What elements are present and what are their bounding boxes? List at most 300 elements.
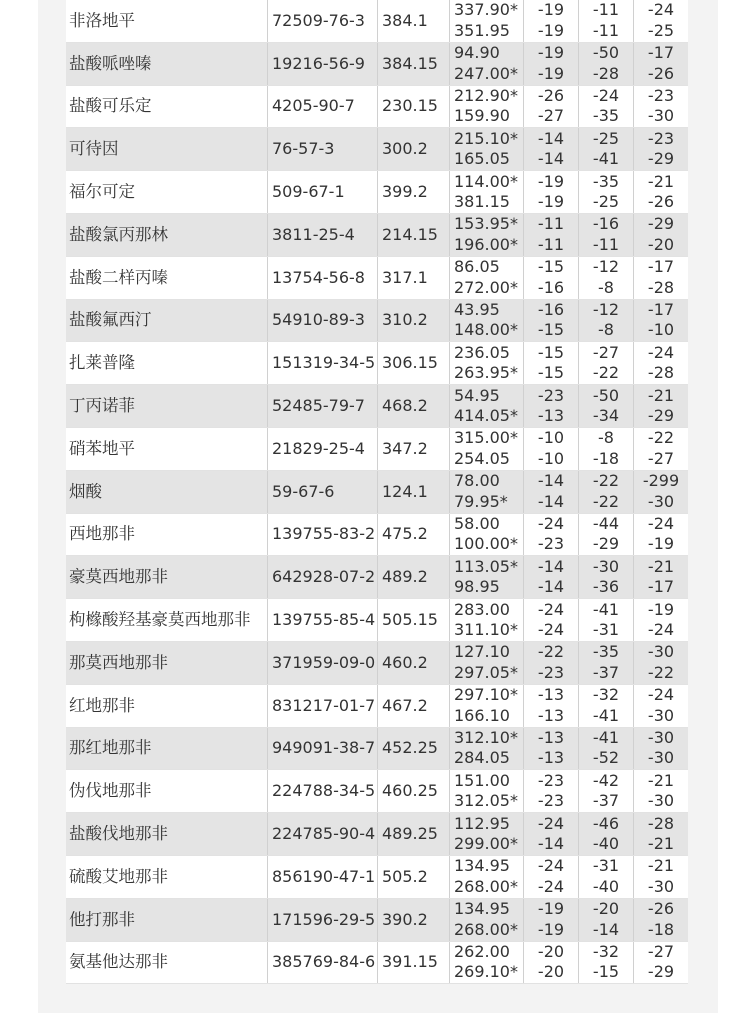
cas-number-cell: 139755-83-2 bbox=[268, 514, 378, 556]
ion-mz-cell bbox=[450, 385, 524, 427]
ion-mz-cell-value: 166.10 bbox=[454, 705, 510, 725]
param-c-cell-value: -28 bbox=[647, 277, 675, 297]
param-c-cell bbox=[634, 856, 688, 898]
cas-number-cell: 4205-90-7 bbox=[268, 86, 378, 128]
cas-number-cell: 371959-09-0 bbox=[268, 642, 378, 684]
param-a-cell-value: -16 bbox=[537, 299, 565, 319]
param-b-cell bbox=[579, 171, 634, 213]
param-b-cell-value: -15 bbox=[592, 962, 620, 982]
param-b-cell-value: -41 bbox=[592, 149, 620, 169]
param-a-cell-value: -10 bbox=[537, 448, 565, 468]
param-b-cell-value: -41 bbox=[592, 727, 620, 747]
param-c-cell-value: -22 bbox=[647, 428, 675, 448]
table-row bbox=[66, 514, 688, 557]
param-a-cell bbox=[524, 599, 579, 641]
table-row bbox=[66, 342, 688, 385]
param-c-cell bbox=[634, 899, 688, 941]
param-a-cell bbox=[524, 342, 579, 384]
param-a-cell bbox=[524, 899, 579, 941]
param-b-cell-value: -35 bbox=[592, 106, 620, 126]
ion-mz-cell-value: 134.95 bbox=[454, 899, 510, 919]
param-c-cell-value: -21 bbox=[647, 171, 675, 191]
param-c-cell-value: -25 bbox=[647, 20, 675, 40]
param-c-cell bbox=[634, 0, 688, 42]
ion-mz-cell-value: 315.00* bbox=[454, 428, 518, 448]
ion-mz-cell bbox=[450, 128, 524, 170]
ion-mz-cell-value: 312.10* bbox=[454, 727, 518, 747]
param-a-cell-value: -22 bbox=[537, 642, 565, 662]
param-a-cell-value: -19 bbox=[537, 919, 565, 939]
param-a-cell-value: -27 bbox=[537, 106, 565, 126]
param-b-cell bbox=[579, 342, 634, 384]
param-a-cell bbox=[524, 770, 579, 812]
cas-number-cell: 72509-76-3 bbox=[268, 0, 378, 42]
ion-mz-cell-value: 148.00* bbox=[454, 320, 518, 340]
cas-number-cell: 171596-29-5 bbox=[268, 899, 378, 941]
param-a-cell bbox=[524, 642, 579, 684]
param-a-cell-value: -11 bbox=[537, 234, 565, 254]
param-b-cell-value: -12 bbox=[592, 299, 620, 319]
compound-name-cell: 丁丙诺菲 bbox=[66, 385, 268, 427]
molecular-weight-cell: 317.1 bbox=[378, 257, 450, 299]
table-row bbox=[66, 856, 688, 899]
param-a-cell-value: -13 bbox=[537, 705, 565, 725]
param-b-cell bbox=[579, 942, 634, 984]
compound-name-cell: 硝苯地平 bbox=[66, 428, 268, 470]
table-row bbox=[66, 43, 688, 86]
param-c-cell-value: -29 bbox=[647, 406, 675, 426]
param-a-cell-value: -23 bbox=[537, 385, 565, 405]
param-a-cell-value: -24 bbox=[537, 620, 565, 640]
ion-mz-cell-value: 100.00* bbox=[454, 534, 518, 554]
param-b-cell-value: -29 bbox=[592, 534, 620, 554]
param-a-cell-value: -14 bbox=[537, 471, 565, 491]
param-b-cell bbox=[579, 300, 634, 342]
ion-mz-cell-value: 337.90* bbox=[454, 0, 518, 20]
table-row bbox=[66, 685, 688, 728]
table-row bbox=[66, 556, 688, 599]
param-c-cell-value: -24 bbox=[647, 620, 675, 640]
param-a-cell-value: -24 bbox=[537, 856, 565, 876]
param-c-cell-value: -26 bbox=[647, 63, 675, 83]
param-c-cell bbox=[634, 342, 688, 384]
param-c-cell-value: -30 bbox=[647, 876, 675, 896]
ion-mz-cell bbox=[450, 86, 524, 128]
param-a-cell-value: -14 bbox=[537, 149, 565, 169]
param-b-cell bbox=[579, 728, 634, 770]
ion-mz-cell-value: 134.95 bbox=[454, 856, 510, 876]
table-row bbox=[66, 770, 688, 813]
param-a-cell-value: -10 bbox=[537, 428, 565, 448]
molecular-weight-cell: 460.25 bbox=[378, 770, 450, 812]
param-b-cell bbox=[579, 128, 634, 170]
param-c-cell-value: -17 bbox=[647, 257, 675, 277]
param-a-cell-value: -19 bbox=[537, 20, 565, 40]
param-c-cell-value: -19 bbox=[647, 599, 675, 619]
param-a-cell-value: -23 bbox=[537, 534, 565, 554]
param-c-cell-value: -28 bbox=[647, 813, 675, 833]
param-a-cell-value: -23 bbox=[537, 662, 565, 682]
cas-number-cell: 139755-85-4 bbox=[268, 599, 378, 641]
ion-mz-cell bbox=[450, 428, 524, 470]
param-c-cell bbox=[634, 471, 688, 513]
table-row bbox=[66, 471, 688, 514]
param-a-cell bbox=[524, 813, 579, 855]
ion-mz-cell bbox=[450, 43, 524, 85]
param-b-cell-value: -30 bbox=[592, 556, 620, 576]
param-b-cell-value: -28 bbox=[592, 63, 620, 83]
param-c-cell-value: -10 bbox=[647, 320, 675, 340]
ion-mz-cell-value: 212.90* bbox=[454, 85, 518, 105]
table-row bbox=[66, 599, 688, 642]
cas-number-cell: 949091-38-7 bbox=[268, 728, 378, 770]
ion-mz-cell-value: 159.90 bbox=[454, 106, 510, 126]
table-row bbox=[66, 86, 688, 129]
param-c-cell bbox=[634, 171, 688, 213]
ion-mz-cell bbox=[450, 899, 524, 941]
param-b-cell-value: -37 bbox=[592, 662, 620, 682]
param-b-cell-value: -11 bbox=[592, 20, 620, 40]
param-b-cell-value: -41 bbox=[592, 705, 620, 725]
param-b-cell-value: -40 bbox=[592, 834, 620, 854]
param-a-cell-value: -24 bbox=[537, 813, 565, 833]
param-b-cell-value: -31 bbox=[592, 620, 620, 640]
param-a-cell-value: -11 bbox=[537, 214, 565, 234]
molecular-weight-cell: 489.25 bbox=[378, 813, 450, 855]
param-c-cell-value: -22 bbox=[647, 662, 675, 682]
table-row bbox=[66, 428, 688, 471]
ion-mz-cell-value: 414.05* bbox=[454, 406, 518, 426]
table-row bbox=[66, 0, 688, 43]
ion-mz-cell-value: 58.00 bbox=[454, 513, 500, 533]
ion-mz-cell-value: 114.00* bbox=[454, 171, 518, 191]
compound-name-cell: 硫酸艾地那非 bbox=[66, 856, 268, 898]
compound-name-cell: 他打那非 bbox=[66, 899, 268, 941]
param-a-cell bbox=[524, 728, 579, 770]
param-c-cell bbox=[634, 813, 688, 855]
ion-mz-cell-value: 247.00* bbox=[454, 63, 518, 83]
ion-mz-cell bbox=[450, 770, 524, 812]
molecular-weight-cell: 124.1 bbox=[378, 471, 450, 513]
cas-number-cell: 19216-56-9 bbox=[268, 43, 378, 85]
param-a-cell bbox=[524, 856, 579, 898]
param-c-cell bbox=[634, 642, 688, 684]
param-b-cell-value: -12 bbox=[592, 257, 620, 277]
param-c-cell bbox=[634, 214, 688, 256]
param-c-cell-value: -21 bbox=[647, 856, 675, 876]
cas-number-cell: 385769-84-6 bbox=[268, 942, 378, 984]
cas-number-cell: 224785-90-4 bbox=[268, 813, 378, 855]
param-b-cell-value: -8 bbox=[598, 320, 614, 340]
ion-mz-cell-value: 262.00 bbox=[454, 941, 510, 961]
param-b-cell-value: -31 bbox=[592, 856, 620, 876]
ion-mz-cell-value: 297.10* bbox=[454, 685, 518, 705]
param-b-cell bbox=[579, 471, 634, 513]
table-row bbox=[66, 642, 688, 685]
param-a-cell bbox=[524, 86, 579, 128]
param-b-cell bbox=[579, 685, 634, 727]
ion-mz-cell bbox=[450, 642, 524, 684]
ion-mz-cell-value: 196.00* bbox=[454, 234, 518, 254]
param-a-cell bbox=[524, 556, 579, 598]
param-c-cell-value: -26 bbox=[647, 192, 675, 212]
param-a-cell-value: -24 bbox=[537, 599, 565, 619]
param-a-cell bbox=[524, 0, 579, 42]
molecular-weight-cell: 475.2 bbox=[378, 514, 450, 556]
cas-number-cell: 59-67-6 bbox=[268, 471, 378, 513]
param-c-cell-value: -21 bbox=[647, 385, 675, 405]
param-b-cell-value: -18 bbox=[592, 448, 620, 468]
param-c-cell-value: -21 bbox=[647, 834, 675, 854]
param-c-cell bbox=[634, 685, 688, 727]
compound-name-cell: 盐酸氟西汀 bbox=[66, 300, 268, 342]
param-a-cell-value: -23 bbox=[537, 770, 565, 790]
cas-number-cell: 642928-07-2 bbox=[268, 556, 378, 598]
ion-mz-cell-value: 268.00* bbox=[454, 919, 518, 939]
param-c-cell-value: -18 bbox=[647, 919, 675, 939]
param-a-cell-value: -14 bbox=[537, 834, 565, 854]
molecular-weight-cell: 505.15 bbox=[378, 599, 450, 641]
param-a-cell bbox=[524, 685, 579, 727]
cas-number-cell: 509-67-1 bbox=[268, 171, 378, 213]
compound-name-cell: 盐酸伐地那非 bbox=[66, 813, 268, 855]
param-c-cell bbox=[634, 128, 688, 170]
param-b-cell bbox=[579, 642, 634, 684]
compound-table bbox=[66, 0, 688, 984]
molecular-weight-cell: 505.2 bbox=[378, 856, 450, 898]
table-row bbox=[66, 257, 688, 300]
cas-number-cell: 224788-34-5 bbox=[268, 770, 378, 812]
param-a-cell-value: -24 bbox=[537, 876, 565, 896]
param-c-cell-value: -30 bbox=[647, 106, 675, 126]
param-b-cell-value: -35 bbox=[592, 642, 620, 662]
param-c-cell bbox=[634, 728, 688, 770]
param-b-cell bbox=[579, 214, 634, 256]
param-a-cell-value: -14 bbox=[537, 556, 565, 576]
param-b-cell-value: -50 bbox=[592, 385, 620, 405]
param-c-cell bbox=[634, 514, 688, 556]
param-c-cell-value: -29 bbox=[647, 962, 675, 982]
param-b-cell-value: -32 bbox=[592, 685, 620, 705]
param-c-cell-value: -29 bbox=[647, 214, 675, 234]
compound-name-cell: 福尔可定 bbox=[66, 171, 268, 213]
param-a-cell bbox=[524, 128, 579, 170]
param-b-cell-value: -25 bbox=[592, 192, 620, 212]
param-b-cell bbox=[579, 599, 634, 641]
ion-mz-cell-value: 311.10* bbox=[454, 620, 518, 640]
param-c-cell-value: -24 bbox=[647, 513, 675, 533]
param-b-cell bbox=[579, 385, 634, 427]
compound-name-cell: 西地那非 bbox=[66, 514, 268, 556]
param-c-cell-value: -17 bbox=[647, 43, 675, 63]
molecular-weight-cell: 347.2 bbox=[378, 428, 450, 470]
compound-name-cell: 非洛地平 bbox=[66, 0, 268, 42]
ion-mz-cell-value: 78.00 bbox=[454, 471, 500, 491]
cas-number-cell: 13754-56-8 bbox=[268, 257, 378, 299]
table-row bbox=[66, 128, 688, 171]
param-b-cell bbox=[579, 257, 634, 299]
ion-mz-cell-value: 112.95 bbox=[454, 813, 510, 833]
param-b-cell-value: -25 bbox=[592, 128, 620, 148]
param-a-cell-value: -19 bbox=[537, 899, 565, 919]
param-a-cell-value: -20 bbox=[537, 962, 565, 982]
compound-name-cell: 那红地那非 bbox=[66, 728, 268, 770]
ion-mz-cell-value: 43.95 bbox=[454, 299, 500, 319]
compound-name-cell: 盐酸二样丙嗪 bbox=[66, 257, 268, 299]
table-row bbox=[66, 942, 688, 985]
param-b-cell-value: -40 bbox=[592, 876, 620, 896]
compound-name-cell: 红地那非 bbox=[66, 685, 268, 727]
param-a-cell-value: -24 bbox=[537, 513, 565, 533]
param-c-cell-value: -30 bbox=[647, 727, 675, 747]
compound-name-cell: 盐酸氯丙那林 bbox=[66, 214, 268, 256]
molecular-weight-cell: 384.1 bbox=[378, 0, 450, 42]
table-row bbox=[66, 899, 688, 942]
param-a-cell-value: -26 bbox=[537, 85, 565, 105]
param-c-cell-value: -21 bbox=[647, 556, 675, 576]
param-b-cell-value: -8 bbox=[598, 428, 614, 448]
param-b-cell-value: -35 bbox=[592, 171, 620, 191]
ion-mz-cell bbox=[450, 556, 524, 598]
param-c-cell-value: -30 bbox=[647, 748, 675, 768]
compound-name-cell: 伪伐地那非 bbox=[66, 770, 268, 812]
param-c-cell-value: -30 bbox=[647, 791, 675, 811]
cas-number-cell: 831217-01-7 bbox=[268, 685, 378, 727]
param-b-cell-value: -50 bbox=[592, 43, 620, 63]
param-a-cell-value: -13 bbox=[537, 748, 565, 768]
param-b-cell-value: -11 bbox=[592, 0, 620, 20]
param-b-cell-value: -22 bbox=[592, 471, 620, 491]
cas-number-cell: 856190-47-1 bbox=[268, 856, 378, 898]
table-row bbox=[66, 171, 688, 214]
ion-mz-cell-value: 312.05* bbox=[454, 791, 518, 811]
param-a-cell bbox=[524, 300, 579, 342]
ion-mz-cell-value: 272.00* bbox=[454, 277, 518, 297]
param-a-cell bbox=[524, 428, 579, 470]
param-b-cell-value: -22 bbox=[592, 491, 620, 511]
table-row bbox=[66, 728, 688, 771]
molecular-weight-cell: 310.2 bbox=[378, 300, 450, 342]
ion-mz-cell-value: 215.10* bbox=[454, 128, 518, 148]
param-c-cell bbox=[634, 428, 688, 470]
table-row bbox=[66, 813, 688, 856]
param-c-cell bbox=[634, 257, 688, 299]
compound-name-cell: 那莫西地那非 bbox=[66, 642, 268, 684]
compound-name-cell: 盐酸可乐定 bbox=[66, 86, 268, 128]
param-b-cell-value: -32 bbox=[592, 941, 620, 961]
table-row bbox=[66, 385, 688, 428]
param-a-cell bbox=[524, 214, 579, 256]
compound-name-cell: 氨基他达那非 bbox=[66, 942, 268, 984]
param-b-cell-value: -44 bbox=[592, 513, 620, 533]
molecular-weight-cell: 391.15 bbox=[378, 942, 450, 984]
param-a-cell bbox=[524, 514, 579, 556]
cas-number-cell: 151319-34-5 bbox=[268, 342, 378, 384]
cas-number-cell: 3811-25-4 bbox=[268, 214, 378, 256]
ion-mz-cell bbox=[450, 728, 524, 770]
cas-number-cell: 52485-79-7 bbox=[268, 385, 378, 427]
param-b-cell-value: -16 bbox=[592, 214, 620, 234]
param-b-cell bbox=[579, 856, 634, 898]
param-c-cell bbox=[634, 770, 688, 812]
ion-mz-cell-value: 268.00* bbox=[454, 876, 518, 896]
param-b-cell bbox=[579, 86, 634, 128]
param-a-cell-value: -13 bbox=[537, 406, 565, 426]
ion-mz-cell-value: 236.05 bbox=[454, 342, 510, 362]
param-b-cell bbox=[579, 770, 634, 812]
table-row bbox=[66, 214, 688, 257]
ion-mz-cell bbox=[450, 342, 524, 384]
table-row bbox=[66, 300, 688, 343]
param-c-cell bbox=[634, 43, 688, 85]
param-a-cell-value: -15 bbox=[537, 363, 565, 383]
param-b-cell bbox=[579, 556, 634, 598]
molecular-weight-cell: 300.2 bbox=[378, 128, 450, 170]
ion-mz-cell bbox=[450, 856, 524, 898]
ion-mz-cell bbox=[450, 471, 524, 513]
ion-mz-cell-value: 127.10 bbox=[454, 642, 510, 662]
cas-number-cell: 21829-25-4 bbox=[268, 428, 378, 470]
param-b-cell bbox=[579, 0, 634, 42]
param-c-cell-value: -299 bbox=[642, 471, 680, 491]
param-a-cell-value: -19 bbox=[537, 63, 565, 83]
cas-number-cell: 76-57-3 bbox=[268, 128, 378, 170]
param-a-cell-value: -15 bbox=[537, 320, 565, 340]
param-c-cell-value: -28 bbox=[647, 363, 675, 383]
param-b-cell bbox=[579, 428, 634, 470]
ion-mz-cell-value: 269.10* bbox=[454, 962, 518, 982]
param-c-cell-value: -30 bbox=[647, 705, 675, 725]
param-b-cell-value: -20 bbox=[592, 899, 620, 919]
ion-mz-cell-value: 86.05 bbox=[454, 257, 500, 277]
ion-mz-cell bbox=[450, 171, 524, 213]
param-c-cell-value: -26 bbox=[647, 899, 675, 919]
param-b-cell-value: -24 bbox=[592, 85, 620, 105]
molecular-weight-cell: 460.2 bbox=[378, 642, 450, 684]
ion-mz-cell bbox=[450, 599, 524, 641]
param-b-cell bbox=[579, 899, 634, 941]
param-b-cell-value: -14 bbox=[592, 919, 620, 939]
param-c-cell-value: -24 bbox=[647, 0, 675, 20]
ion-mz-cell-value: 351.95 bbox=[454, 20, 510, 40]
ion-mz-cell bbox=[450, 214, 524, 256]
param-a-cell bbox=[524, 471, 579, 513]
param-c-cell-value: -21 bbox=[647, 770, 675, 790]
ion-mz-cell-value: 153.95* bbox=[454, 214, 518, 234]
ion-mz-cell-value: 98.95 bbox=[454, 577, 500, 597]
param-a-cell-value: -19 bbox=[537, 171, 565, 191]
param-a-cell-value: -20 bbox=[537, 941, 565, 961]
ion-mz-cell bbox=[450, 0, 524, 42]
compound-name-cell: 枸橼酸羟基豪莫西地那非 bbox=[66, 599, 268, 641]
compound-name-cell: 扎莱普隆 bbox=[66, 342, 268, 384]
param-a-cell-value: -16 bbox=[537, 277, 565, 297]
ion-mz-cell-value: 165.05 bbox=[454, 149, 510, 169]
param-c-cell-value: -20 bbox=[647, 234, 675, 254]
ion-mz-cell-value: 263.95* bbox=[454, 363, 518, 383]
param-a-cell-value: -14 bbox=[537, 128, 565, 148]
ion-mz-cell-value: 299.00* bbox=[454, 834, 518, 854]
ion-mz-cell bbox=[450, 685, 524, 727]
param-b-cell-value: -36 bbox=[592, 577, 620, 597]
molecular-weight-cell: 214.15 bbox=[378, 214, 450, 256]
param-a-cell bbox=[524, 942, 579, 984]
param-b-cell bbox=[579, 43, 634, 85]
param-a-cell bbox=[524, 171, 579, 213]
param-a-cell-value: -13 bbox=[537, 727, 565, 747]
molecular-weight-cell: 489.2 bbox=[378, 556, 450, 598]
molecular-weight-cell: 399.2 bbox=[378, 171, 450, 213]
